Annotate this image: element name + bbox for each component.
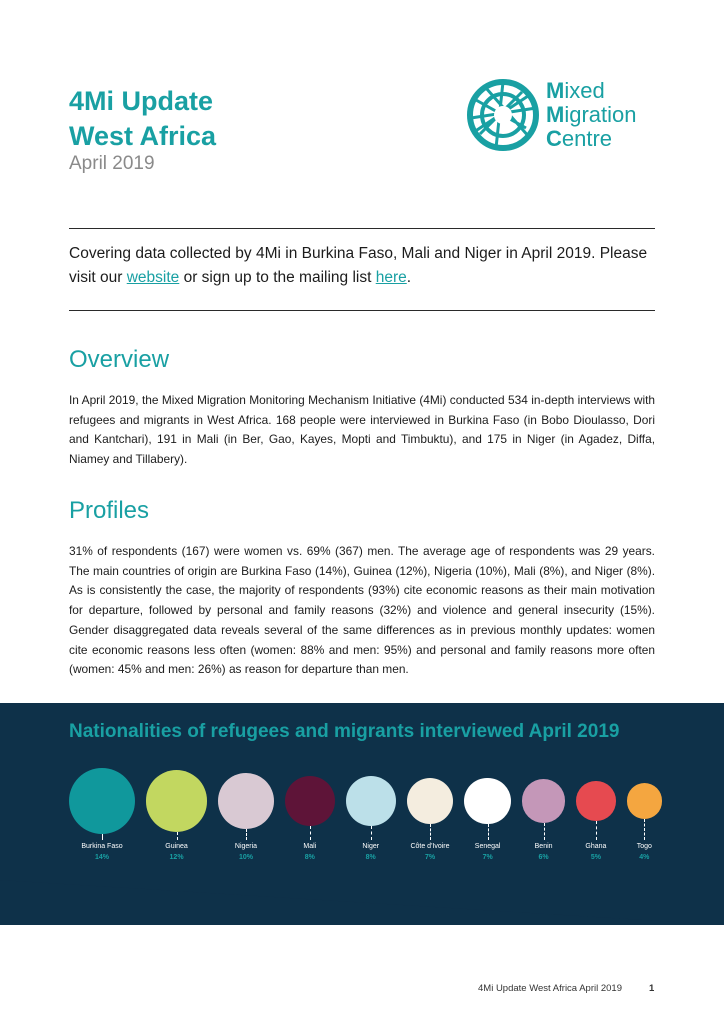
bubble-5 <box>407 778 454 825</box>
bubble-9 <box>627 783 662 818</box>
bubble-label-4: Niger <box>362 843 380 850</box>
bubble-connector-0 <box>102 834 103 840</box>
bubble-connector-9 <box>644 819 645 840</box>
bubble-2 <box>218 773 274 829</box>
bubble-value-6: 7% <box>482 854 493 861</box>
bubble-connector-1 <box>177 832 178 840</box>
logo-initial-c: C <box>546 126 562 151</box>
bubble-label-6: Senegal <box>474 843 501 850</box>
bubble-label-8: Ghana <box>585 843 607 850</box>
bubble-value-8: 5% <box>590 854 601 861</box>
title-line-2: West Africa <box>69 121 217 151</box>
page-subtitle: April 2019 <box>69 153 155 174</box>
profiles-paragraph: 31% of respondents (167) were women vs. 69% (367) men. The average age of respondents was 29 years. The main countries of origin are Burkina Faso (14%), Guinea (12%), Nigeria (10%), Mali (8%), and Niger (8%). As is consistently the case, the majority of respondents (93%) cite economic reasons as their main motivation for departure, followed by personal and family reasons (32%) and violence and general insecurity (15%). Gender disaggregated data reveals several of the same differences as in previous monthly updates: women cite economic reasons less often (women: 88% and men: 95%) and personal and family reasons more often (women: 45% and men: 26%) as reason for departure than men. <box>69 544 655 677</box>
intro-text-start: Covering data collected by 4Mi in Burkina Faso, Mali and Niger in April 2019. Please visit our <box>69 245 648 286</box>
bubble-value-2: 10% <box>238 854 253 861</box>
intro-text-middle: or sign up to the mailing list <box>179 269 376 286</box>
logo-initial-m1: M <box>546 78 565 103</box>
bubble-8 <box>576 781 615 820</box>
bubble-value-7: 6% <box>538 854 549 861</box>
bubble-connector-4 <box>371 826 372 840</box>
decorative-wedge <box>0 880 724 930</box>
title-line-1: 4Mi Update <box>69 86 214 116</box>
bubble-label-0: Burkina Faso <box>81 843 123 850</box>
bubble-label-7: Benin <box>534 843 553 850</box>
bubble-value-5: 7% <box>424 854 436 861</box>
bubble-label-1: Guinea <box>165 843 188 850</box>
bubble-value-1: 12% <box>169 854 184 861</box>
overview-heading: Overview <box>69 346 170 373</box>
bubble-label-3: Mali <box>303 843 317 850</box>
footer-text: 4Mi Update West Africa April 2019 <box>478 983 622 994</box>
bubble-0 <box>69 768 135 834</box>
intro-text-end: . <box>406 269 412 286</box>
bubble-7 <box>522 779 565 822</box>
bubble-value-4: 8% <box>365 854 376 861</box>
bubble-label-5: Côte d'Ivoire <box>410 843 450 850</box>
bubble-4 <box>346 776 396 826</box>
logo-text-mixed: ixed <box>564 78 605 103</box>
bubble-value-3: 8% <box>304 854 315 861</box>
website-link[interactable]: website <box>126 269 180 286</box>
bubble-1 <box>146 770 207 831</box>
page-number: 1 <box>649 983 655 994</box>
logo-initial-m2: M <box>546 102 565 127</box>
infographic-title: Nationalities of refugees and migrants interviewed April 2019 <box>69 721 620 742</box>
bubble-value-9: 4% <box>639 854 650 861</box>
bubble-connector-8 <box>596 821 597 840</box>
logo-text-centre: entre <box>561 126 613 151</box>
bubble-connector-3 <box>310 826 311 840</box>
bubble-label-9: Togo <box>636 843 652 850</box>
bubble-6 <box>464 778 511 825</box>
bubble-connector-6 <box>488 824 489 840</box>
profiles-heading: Profiles <box>69 497 150 524</box>
overview-paragraph: In April 2019, the Mixed Migration Monitoring Mechanism Initiative (4Mi) conducted 534 in-depth interviews with refugees and migrants in West Africa. 168 people were interviewed in Burkina Faso (in Bobo Dioulasso, Dori and Kantchari), 191 in Mali (in Ber, Gao, Kayes, Mopti and Timbuktu), and 175 in Niger (in Agadez, Diffa, Niamey and Tillabery). <box>69 393 655 467</box>
bubble-label-2: Nigeria <box>234 843 258 850</box>
bubble-connector-5 <box>430 824 431 840</box>
mailing-list-link[interactable]: here <box>375 269 407 286</box>
bubble-3 <box>285 776 335 826</box>
bubble-connector-7 <box>544 823 545 840</box>
bubble-value-0: 14% <box>94 854 109 861</box>
logo-text-migration: igration <box>564 102 637 127</box>
bubble-connector-2 <box>246 829 247 840</box>
